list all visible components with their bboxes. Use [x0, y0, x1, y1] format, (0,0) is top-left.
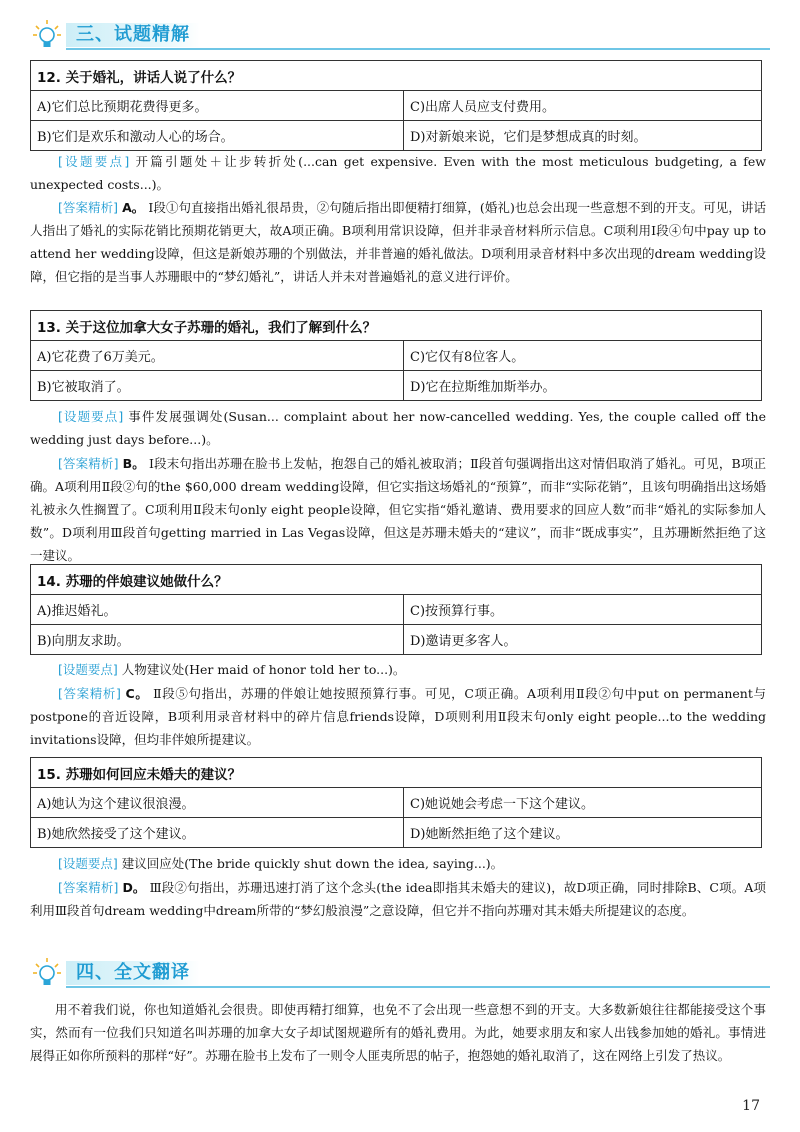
question-table-13 — [30, 310, 762, 401]
option-b: B)它们是欢乐和激动人心的场合。 — [31, 121, 404, 151]
design-label: [设题要点] — [58, 409, 124, 424]
answer-text: Ⅰ段末句指出苏珊在脸书上发帖，抱怨自己的婚礼被取消；Ⅱ段首句强调指出这对情侣取消了婚礼。可见，B项正确。A项利用Ⅱ段②句的the $60,000 dream wedding设障，但它实指这场婚礼的“预算”，而非“实际花销”，且该句明确指出这场婚礼被永久性搁置了。C项利用Ⅱ段末句only eight people设障，但它实指“婚礼邀请、费用要求的回应人数”而非“婚礼的实际参加人数”。D项利用Ⅲ段首句getting married in Las Vegas设障，但这是苏珊未婚夫的“建议”，而非“既成事实”，且苏珊断然拒绝了这一建议。 — [30, 456, 766, 563]
answer-label: [答案精析] — [58, 686, 121, 701]
section-title: 三、试题精解 — [66, 23, 200, 47]
answer-text: Ⅲ段②句指出，苏珊迅速打消了这个念头(the idea即指其未婚夫的建议)，故D项正确，同时排除B、C项。A项利用Ⅲ段首句dream wedding中dream所带的“梦幻般浪漫”之意设障，但它并不指向苏珊对其未婚夫所提建议的态度。 — [30, 880, 766, 918]
answer-label: [答案精析] — [58, 880, 119, 895]
answer-analysis-15 — [30, 876, 766, 922]
page-number: 17 — [742, 1098, 760, 1114]
answer-key: B。 — [122, 456, 145, 471]
option-a: A)它们总比预期花费得更多。 — [31, 91, 404, 121]
question-table-14 — [30, 564, 762, 655]
answer-key: C。 — [125, 686, 149, 701]
option-c: C)它仅有8位客人。 — [404, 341, 762, 371]
design-point-15 — [30, 852, 766, 875]
option-a: A)她认为这个建议很浪漫。 — [31, 788, 404, 818]
design-text: 人物建议处(Her maid of honor told her to...)。 — [121, 662, 406, 677]
option-c: C)按预算行事。 — [404, 595, 762, 625]
section-rule — [66, 986, 770, 988]
option-b: B)向朋友求助。 — [31, 625, 404, 655]
option-c: C)她说她会考虑一下这个建议。 — [404, 788, 762, 818]
design-label: [设题要点] — [58, 154, 130, 169]
option-d: D)对新娘来说，它们是梦想成真的时刻。 — [404, 121, 762, 151]
section-rule — [66, 48, 770, 50]
option-d: D)邀请更多客人。 — [404, 625, 762, 655]
design-label: [设题要点] — [58, 856, 118, 871]
option-a: A)推迟婚礼。 — [31, 595, 404, 625]
question-table-12 — [30, 60, 762, 151]
answer-analysis-12 — [30, 196, 766, 288]
answer-text: Ⅰ段①句直接指出婚礼很昂贵，②句随后指出即便精打细算，(婚礼)也总会出现一些意想不到的开支。可见，讲话人指出了婚礼的实际花销比预期花销更大，故A项正确。B项利用常识设障，但并非录音材料所示信息。C项利用Ⅰ段④句中pay up to attend her wedding设障，但这是新娘苏珊的个别做法，并非普遍的婚礼做法。D项利用录音材料中多次出现的dream wedding设障，但它指的是当事人苏珊眼中的“梦幻婚礼”，讲话人并未对普遍婚礼的意义进行评价。 — [30, 200, 766, 284]
question-stem: 13. 关于这位加拿大女子苏珊的婚礼，我们了解到什么？ — [31, 311, 762, 341]
design-text: 建议回应处(The bride quickly shut down the idea, saying...)。 — [121, 856, 504, 871]
design-point-12 — [30, 150, 766, 196]
answer-label: [答案精析] — [58, 456, 119, 471]
option-a: A)它花费了6万美元。 — [31, 341, 404, 371]
option-d: D)她断然拒绝了这个建议。 — [404, 818, 762, 848]
option-c: C)出席人员应支付费用。 — [404, 91, 762, 121]
design-text: 事件发展强调处(Susan... complaint about her now-cancelled wedding. Yes, the couple called off the wedding just days before...)。 — [30, 409, 766, 447]
answer-analysis-13 — [30, 452, 766, 567]
answer-analysis-14 — [30, 682, 766, 751]
answer-key: D。 — [122, 880, 146, 895]
answer-label: [答案精析] — [58, 200, 119, 215]
section-header-translation — [30, 956, 770, 990]
lightbulb-icon — [32, 18, 62, 52]
answer-text: Ⅱ段⑤句指出，苏珊的伴娘让她按照预算行事。可见，C项正确。A项利用Ⅱ段②句中put on permanent与postpone的音近设障，B项利用录音材料中的碎片信息friends设障，D项则利用Ⅱ段末句only eight people...to the wedding invitations设障，但均非伴娘所提建议。 — [30, 686, 766, 747]
question-stem: 15. 苏珊如何回应未婚夫的建议？ — [31, 758, 762, 788]
answer-key: A。 — [122, 200, 145, 215]
design-label: [设题要点] — [58, 662, 118, 677]
lightbulb-icon — [32, 956, 62, 990]
translation-paragraph: 用不着我们说，你也知道婚礼会很贵。即使再精打细算，也免不了会出现一些意想不到的开支。大多数新娘往往都能接受这个事实，然而有一位我们只知道名叫苏珊的加拿大女子却试图规避所有的婚礼费用。为此，她要求朋友和家人出钱参加她的婚礼。事情进展得正如你所预料的那样“好”。苏珊在脸书上发布了一则令人匪夷所思的帖子，抱怨她的婚礼取消了，这在网络上引发了热议。 — [30, 1002, 766, 1063]
design-point-14 — [30, 658, 766, 681]
design-point-13 — [30, 405, 766, 451]
section-title: 四、全文翻译 — [66, 961, 200, 985]
section-header-explain — [30, 18, 770, 52]
option-b: B)它被取消了。 — [31, 371, 404, 401]
question-table-15 — [30, 757, 762, 848]
question-stem: 14. 苏珊的伴娘建议她做什么？ — [31, 565, 762, 595]
design-text: 开篇引题处＋让步转折处(...can get expensive. Even with the most meticulous budgeting, a few unexpected costs...)。 — [30, 154, 766, 192]
question-stem: 12. 关于婚礼，讲话人说了什么？ — [31, 61, 762, 91]
option-b: B)她欣然接受了这个建议。 — [31, 818, 404, 848]
option-d: D)它在拉斯维加斯举办。 — [404, 371, 762, 401]
